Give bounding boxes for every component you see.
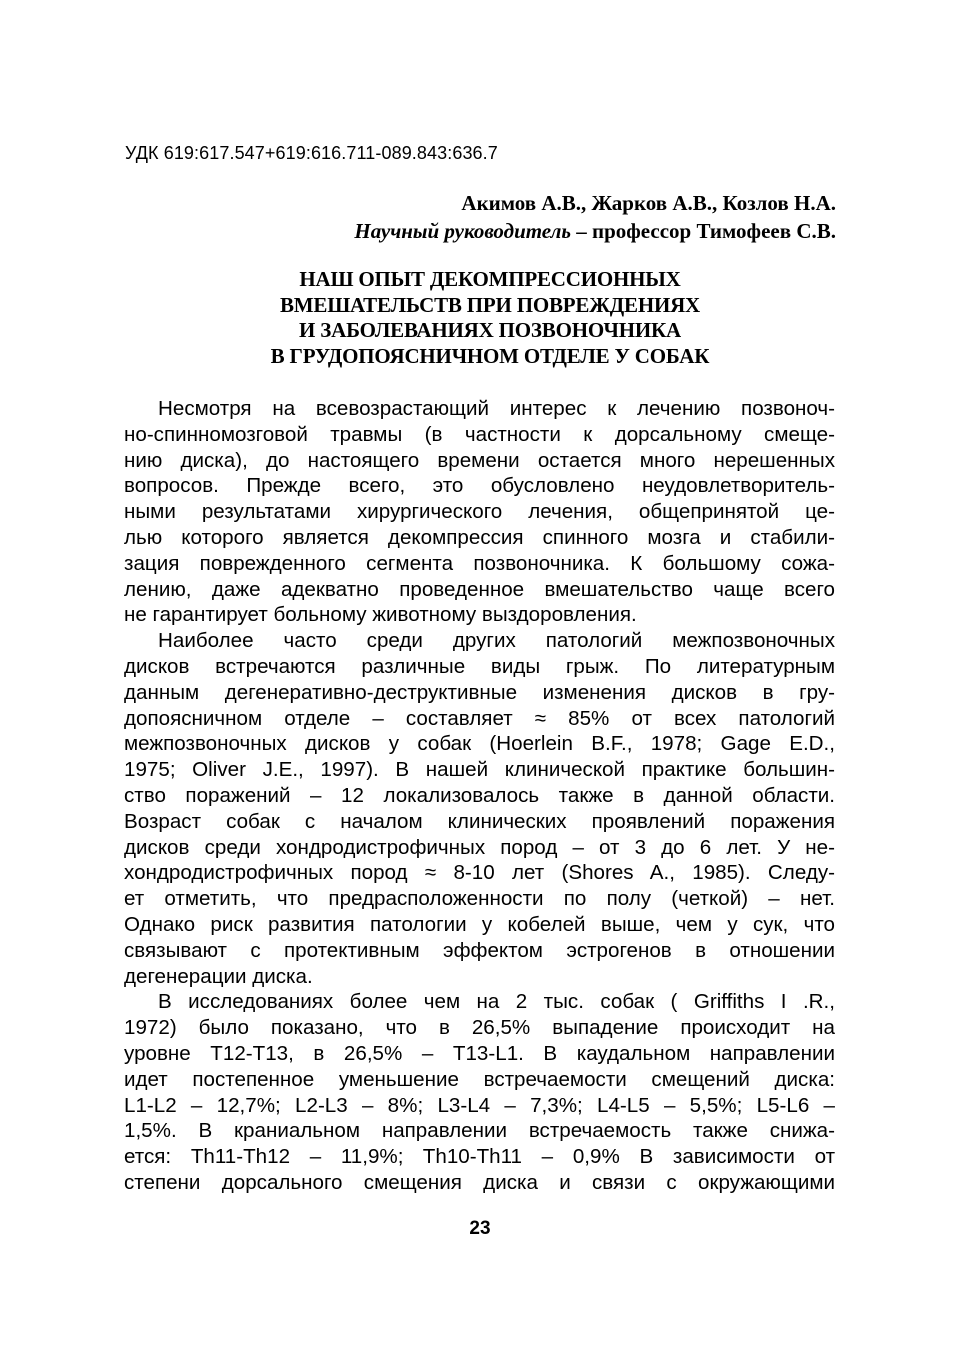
text-line: но-спинномозговой травмы (в частности к дорсальному смеще- (124, 422, 835, 446)
paragraph (124, 396, 835, 628)
text-line: данным дегенеративно-деструктивные изменения дисков в гру- (124, 680, 835, 704)
text-line: нию диска), до настоящего времени остается много нерешенных (124, 448, 835, 472)
article-body (124, 396, 835, 1196)
supervisor-separator: – (570, 219, 592, 243)
text-line: 1,5%. В краниальном направлении встречаемость также снижа- (124, 1119, 835, 1143)
text-line: ет отметить, что предрасположенности по полу (четкой) – нет. (124, 887, 835, 911)
text-line: лью которого является декомпрессия спинного мозга и стабили- (124, 525, 835, 549)
paragraph (124, 628, 835, 989)
text-line: не гарантирует больному животному выздоровления. (124, 603, 637, 627)
text-line: связывают с протективным эффектом эстрогенов в отношении (124, 938, 835, 962)
text-line: допоясничном отделе – составляет ≈ 85% от всех патологий (124, 706, 835, 730)
text-line: В исследованиях более чем на 2 тыс. собак ( Griffiths I .R., (158, 990, 835, 1014)
text-line: дегенерации диска. (124, 964, 313, 988)
text-line: вопросов. Прежде всего, это обусловлено неудовлетворитель- (124, 474, 835, 498)
text-line: ными результатами хирургического лечения, общепринятой це- (124, 500, 835, 524)
text-line: L1-L2 – 12,7%; L2-L3 – 8%; L3-L4 – 7,3%; L4-L5 – 5,5%; L5-L6 – (124, 1093, 835, 1117)
text-line: 1975; Oliver J.E., 1997). В нашей клинической практике большин- (124, 758, 835, 782)
text-line: дисков встречаются различные виды грыж. По литературным (124, 654, 835, 678)
text-line: Несмотря на всевозрастающий интерес к лечению позвоноч- (158, 397, 835, 420)
text-line: уровне T12-T13, в 26,5% – T13-L1. В каудальном направлении (124, 1041, 835, 1065)
text-line: хондродистрофичных пород ≈ 8-10 лет (Shores A., 1985). Следу- (124, 861, 835, 885)
text-line: зация поврежденного сегмента позвоночника. К большому сожа- (124, 551, 835, 575)
text-line: идет постепенное уменьшение встречаемости смещений диска: (124, 1067, 835, 1091)
authors-block (354, 189, 836, 245)
supervisor-line (354, 217, 836, 245)
title-line: В ГРУДОПОЯСНИЧНОМ ОТДЕЛЕ У СОБАК (270, 343, 710, 368)
text-line: дисков среди хондродистрофичных пород – от 3 до 6 лет. У не- (124, 835, 835, 859)
title-line: И ЗАБОЛЕВАНИЯХ ПОЗВОНОЧНИКА (299, 318, 681, 342)
text-line: ство поражений – 12 локализовалось также в данной области. (124, 783, 835, 807)
title-line: ВМЕШАТЕЛЬСТВ ПРИ ПОВРЕЖДЕНИЯХ (279, 292, 701, 317)
text-line: Наиболее часто среди других патологий межпозвоночных (158, 629, 835, 653)
title-line: НАШ ОПЫТ ДЕКОМПРЕССИОННЫХ (299, 267, 681, 291)
text-line: лению, даже адекватно проведенное вмешательство чаще всего (124, 577, 835, 601)
text-line: межпозвоночных дисков у собак (Hoerlein B.F., 1978; Gage E.D., (124, 732, 835, 756)
text-line: ется: Th11-Th12 – 11,9%; Th10-Th11 – 0,9% В зависимости от (124, 1145, 835, 1169)
text-line: степени дорсального смещения диска и связи с окружающими (124, 1170, 835, 1194)
supervisor-name: профессор Тимофеев С.В. (591, 219, 836, 243)
text-line: Возраст собак с началом клинических проявлений поражения (124, 809, 835, 833)
paragraph (124, 989, 835, 1195)
udc-code: УДК 619:617.547+619:616.711-089.843:636.7 (125, 143, 498, 163)
supervisor-role: Научный руководитель (354, 219, 571, 243)
article-title (190, 267, 790, 369)
page-number: 23 (469, 1218, 491, 1239)
text-line: 1972) было показано, что в 26,5% выпадение происходит на (124, 1016, 835, 1040)
author-names: Акимов А.В., Жарков А.В., Козлов Н.А. (461, 191, 836, 215)
text-line: Однако риск развития патологии у кобелей выше, чем у сук, что (124, 912, 835, 936)
